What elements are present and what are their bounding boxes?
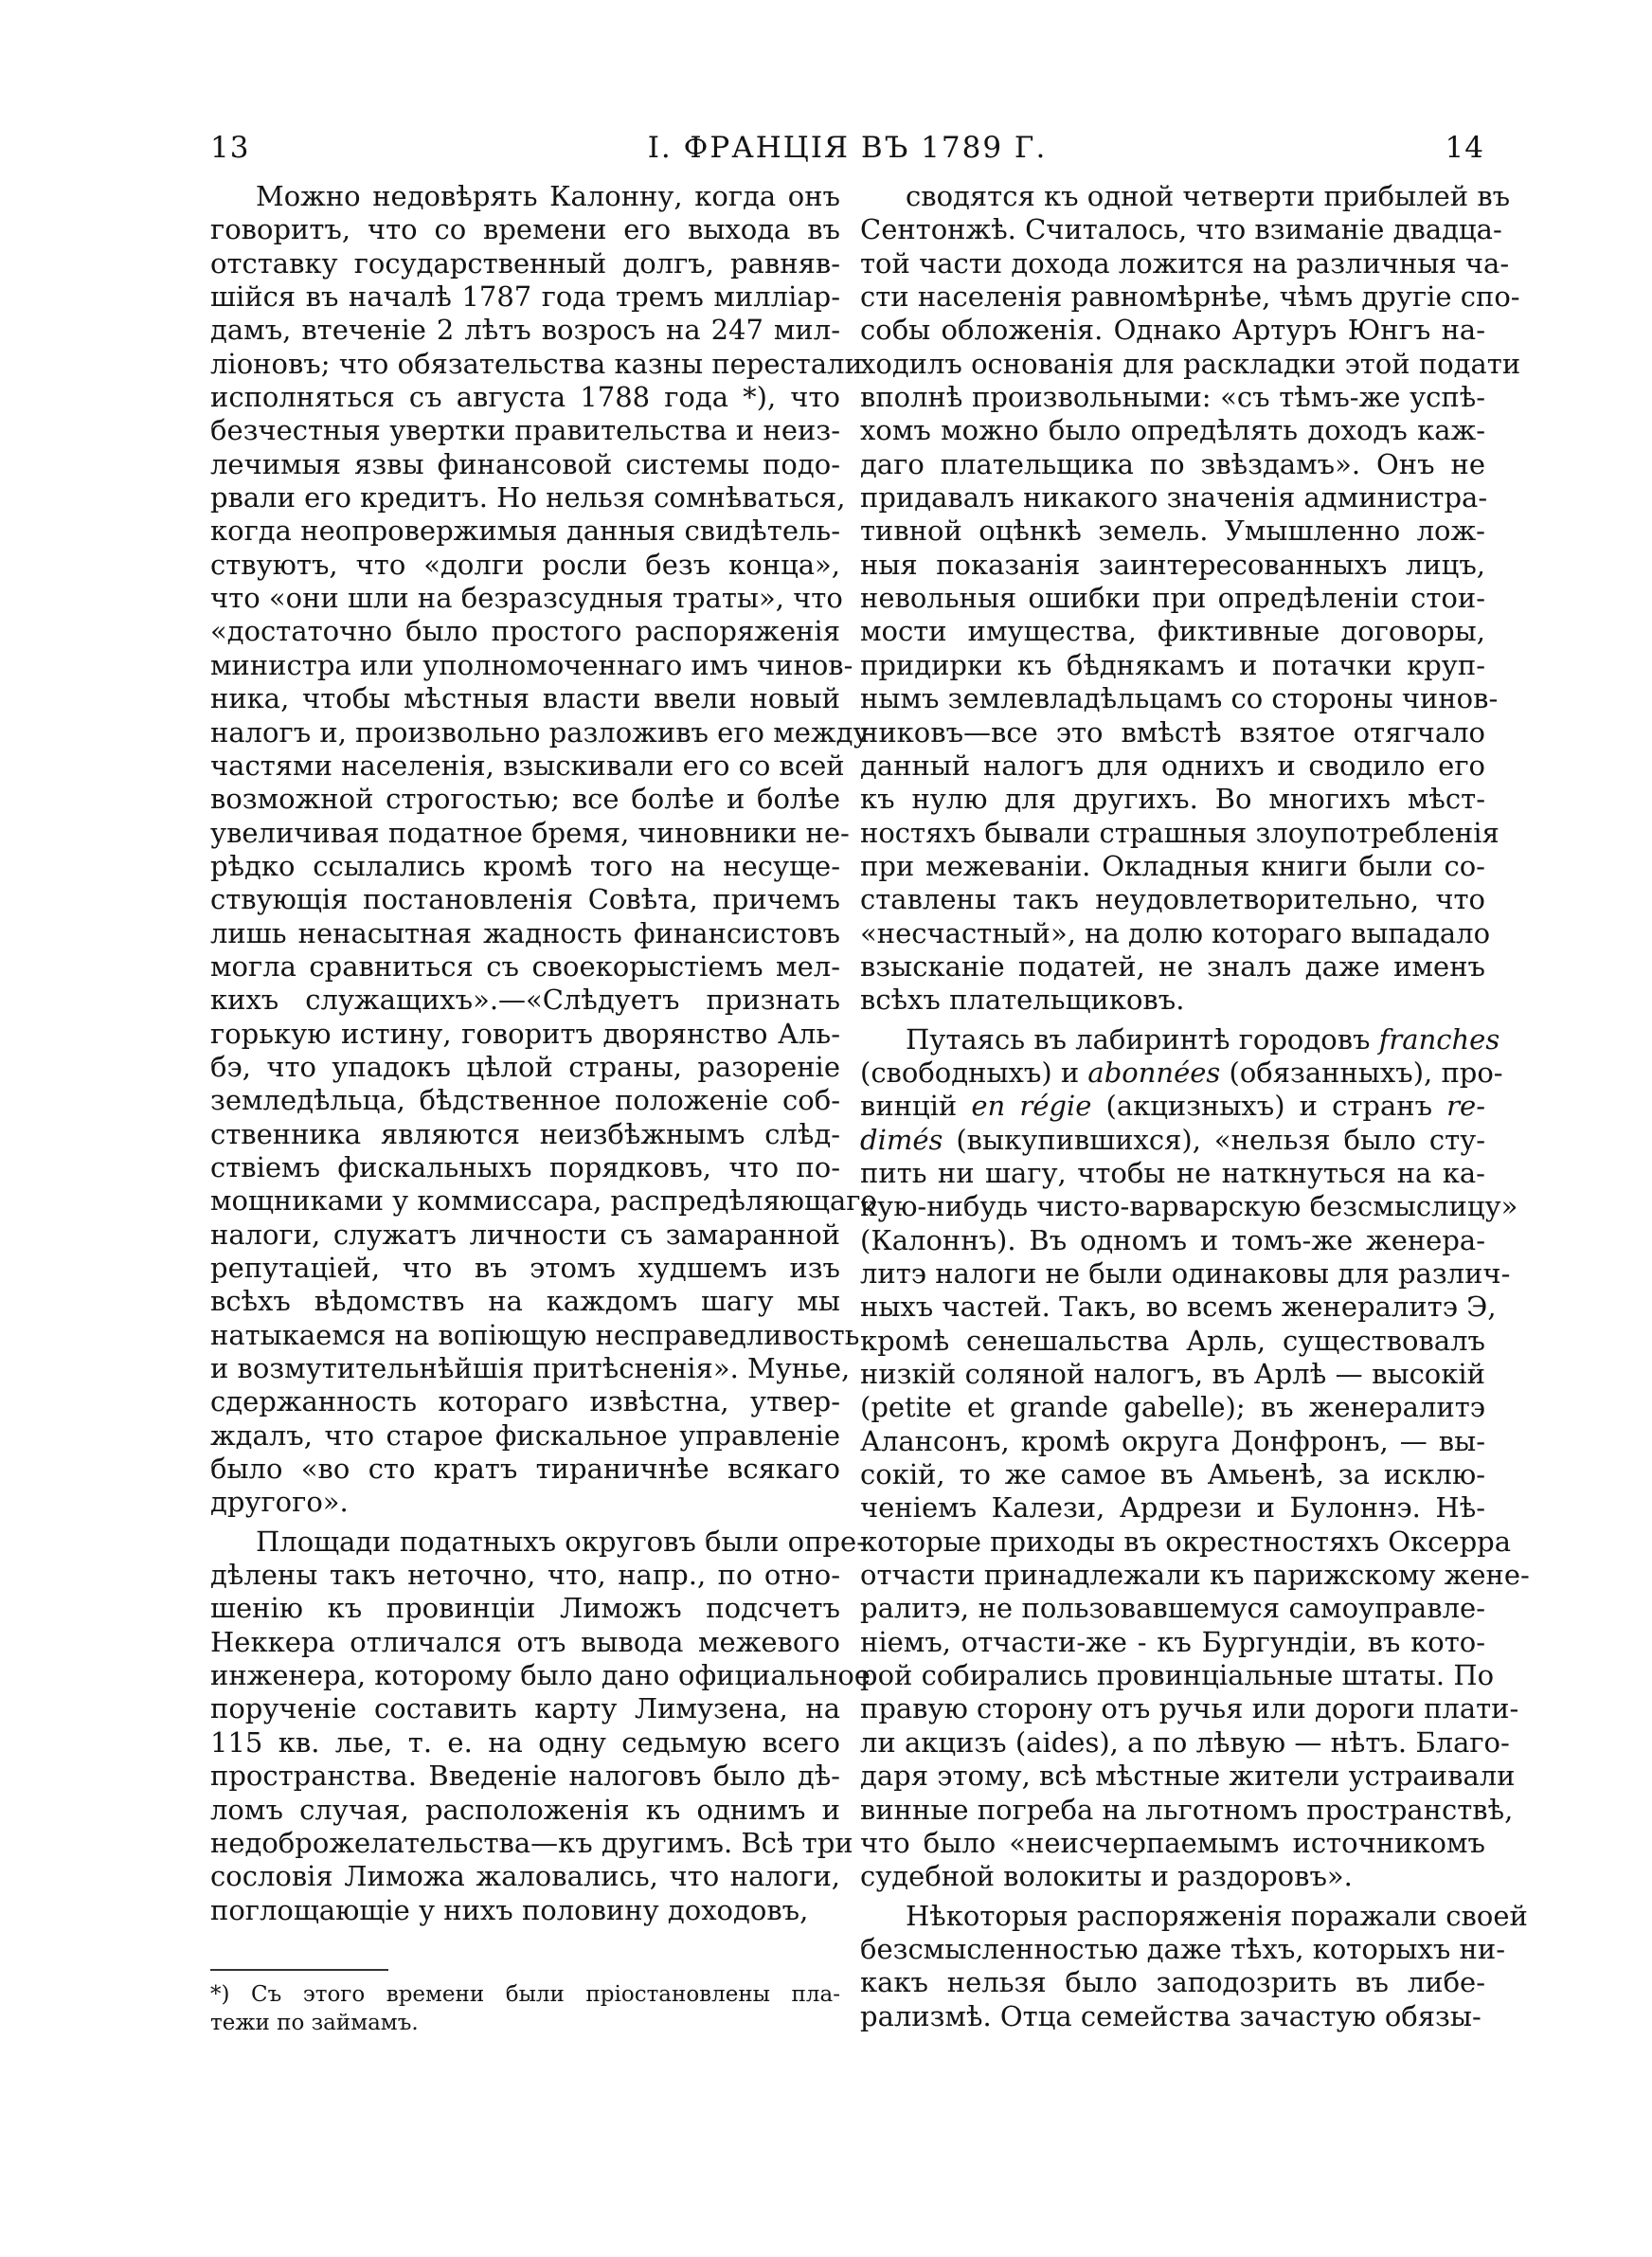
- text-line: которые приходы въ окрестностяхъ Оксерра: [860, 1525, 1512, 1558]
- text-line: взысканіе податей, не зналъ даже именъ: [860, 949, 1485, 983]
- footnote: [210, 1980, 840, 2037]
- text-line: невольныя ошибки при опредѣленіи стои-: [860, 582, 1485, 615]
- text-line: лечимыя язвы финансовой системы подо-: [210, 447, 840, 480]
- text-line: другого».: [210, 1486, 349, 1519]
- footnote-line: тежи по займамъ.: [210, 2010, 419, 2035]
- text-line: налоги, служатъ личности съ замаранной: [210, 1218, 840, 1251]
- text-line: рвали его кредитъ. Но нельзя сомнѣваться,: [210, 481, 846, 515]
- paragraph: [860, 180, 1521, 1018]
- text-line: винные погреба на льготномъ пространствѣ,: [860, 1793, 1514, 1826]
- text-line: рой собирались провинціальные штаты. По: [860, 1659, 1495, 1692]
- text-line: лишь ненасытная жадность финансистовъ: [210, 916, 840, 949]
- text-line: ставлены такъ неудовлетворительно, что: [860, 883, 1485, 916]
- running-head: [210, 129, 1484, 167]
- left-page-number: 13: [210, 131, 250, 165]
- text-line: Нѣкоторыя распоряженія поражали своей: [906, 1899, 1528, 1932]
- text-line: порученіе составить карту Лимузена, на: [210, 1692, 840, 1725]
- paragraph: [860, 1899, 1528, 2033]
- text-line: частями населенія, взыскивали его со всей: [210, 749, 845, 782]
- text-line: ли акцизъ (aides), а по лѣвую — нѣтъ. Благо-: [860, 1725, 1510, 1759]
- running-title: I. ФРАНЦIЯ ВЪ 1789 Г.: [647, 131, 1048, 165]
- footnote-line: *) Съ этого времени были пріостановлены пла-: [210, 1981, 840, 2007]
- text-line: «несчастный», на долю котораго выпадало: [860, 916, 1491, 949]
- right-page-number: 14: [1445, 131, 1484, 165]
- text-line: даря этому, всѣ мѣстные жители устраивали: [860, 1760, 1516, 1793]
- text-line: правую сторону отъ ручья или дороги плати-: [860, 1692, 1519, 1725]
- text-line: ствуютъ, что «долги росли безъ конца»,: [210, 548, 840, 581]
- text-line: ныхъ частей. Такъ, во всемъ женералитэ Э,: [860, 1291, 1497, 1324]
- text-line: сословія Лиможа жаловались, что налоги,: [210, 1860, 840, 1893]
- text-line: данный налогъ для однихъ и сводило его: [860, 749, 1485, 782]
- text-line: было «во сто кратъ тираничнѣе всякаго: [210, 1453, 840, 1486]
- text-line: всѣхъ плательщиковъ.: [860, 984, 1185, 1017]
- text-line: ждалъ, что старое фискальное управленіе: [210, 1418, 840, 1452]
- text-line: той части дохода ложится на различныя ча-: [860, 246, 1510, 280]
- text-line: ствіемъ фискальныхъ порядковъ, что по-: [210, 1150, 840, 1183]
- text-line: Неккера отличался отъ вывода межевого: [210, 1625, 840, 1658]
- text-line: собы обложенія. Однако Артуръ Юнгъ на-: [860, 314, 1485, 347]
- text-line: винцій en régie (акцизныхъ) и странъ re-: [860, 1090, 1485, 1123]
- text-line: репутаціей, что въ этомъ худшемъ изъ: [210, 1252, 840, 1284]
- text-line: горькую истину, говоритъ дворянство Аль-: [210, 1017, 840, 1050]
- text-line: при межеваніи. Окладныя книги были со-: [860, 849, 1485, 882]
- text-line: «достаточно было простого распоряженія: [210, 615, 840, 648]
- text-line: могла сравниться съ своекорыстіемъ мел-: [210, 949, 840, 983]
- text-line: Алансонъ, кромѣ округа Донфронъ, — вы-: [860, 1424, 1485, 1457]
- text-line: ралитэ, не пользовавшемуся самоуправле-: [860, 1592, 1485, 1625]
- text-line: ственника являются неизбѣжнымъ слѣд-: [210, 1117, 840, 1150]
- text-line: ствующія постановленія Совѣта, причемъ: [210, 883, 840, 916]
- text-line: дамъ, втеченіе 2 лѣтъ возросъ на 247 мил-: [210, 314, 840, 347]
- text-line: ченіемъ Калези, Ардрези и Булоннэ. Нѣ-: [860, 1491, 1485, 1525]
- text-line: шiйся въ началѣ 1787 года тремъ милліар-: [210, 280, 840, 314]
- text-line: ностяхъ бывали страшныя злоупотребленія: [860, 816, 1499, 849]
- text-line: что было «неисчерпаемымъ источникомъ: [860, 1826, 1485, 1859]
- text-line: что «они шли на безразсудныя траты», что: [210, 582, 843, 615]
- text-line: хомъ можно было опредѣлять доходъ каж-: [860, 414, 1485, 447]
- text-line: мощниками у коммиссара, распредѣляющаго: [210, 1184, 877, 1218]
- text-line: ніемъ, отчасти-же - къ Бургундіи, въ кото-: [860, 1625, 1485, 1658]
- text-line: ломъ случая, расположенія къ однимъ и: [210, 1793, 840, 1826]
- text-line: инженера, которому было дано официальное: [210, 1659, 871, 1692]
- text-line: ліоновъ; что обязательства казны перестали: [210, 347, 863, 380]
- text-line: Площади податныхъ округовъ были опре-: [256, 1525, 866, 1558]
- paragraph: [210, 1525, 871, 1927]
- text-line: увеличивая податное бремя, чиновники не-: [210, 816, 850, 849]
- text-line: никовъ—все это вмѣстѣ взятое отягчало: [860, 715, 1485, 749]
- text-line: сокій, то же самое въ Амьенѣ, за исклю-: [860, 1458, 1485, 1491]
- text-line: дѣлены такъ неточно, что, напр., по отно-: [210, 1559, 840, 1592]
- footnote-rule: [210, 1969, 388, 1971]
- text-line: придавалъ никакого значенія администра-: [860, 481, 1488, 515]
- text-line: придирки къ бѣднякамъ и потачки круп-: [860, 648, 1485, 681]
- paragraph: [860, 1022, 1530, 1894]
- text-line: земледѣльца, бѣдственное положеніе соб-: [210, 1084, 840, 1117]
- text-line: какъ нельзя было заподозрить въ либе-: [860, 1966, 1485, 1999]
- text-line: кую-нибудь чисто-варварскую безсмыслицу»: [860, 1190, 1518, 1223]
- text-line: исполняться съ августа 1788 года *), что: [210, 381, 840, 414]
- text-line: отчасти принадлежали къ парижскому жене-: [860, 1559, 1530, 1592]
- text-line: (свободныхъ) и abonnées (обязанныхъ), про-: [860, 1056, 1503, 1089]
- text-line: кромѣ сенешальства Арль, существовалъ: [860, 1324, 1485, 1357]
- text-line: и возмутительнѣйшія притѣсненія». Мунье,: [210, 1352, 851, 1385]
- text-line: литэ налоги не были одинаковы для различ-: [860, 1257, 1511, 1290]
- text-line: нымъ землевладѣльцамъ со стороны чинов-: [860, 682, 1499, 715]
- text-line: шенію къ провинціи Лиможъ подсчетъ: [210, 1592, 840, 1625]
- text-line: натыкаемся на вопіющую несправедливость: [210, 1318, 860, 1351]
- text-line: Путаясь въ лабиринтѣ городовъ franches: [906, 1022, 1500, 1056]
- text-line: низкій соляной налогъ, въ Арлѣ — высокій: [860, 1358, 1485, 1391]
- text-line: 115 кв. лье, т. е. на одну седьмую всего: [210, 1725, 840, 1759]
- text-line: пространства. Введеніе налоговъ было дѣ-: [210, 1760, 840, 1793]
- right-column: [860, 180, 1530, 2033]
- text-line: отставку государственный долгъ, равняв-: [210, 246, 840, 280]
- text-line: всѣхъ вѣдомствъ на каждомъ шагу мы: [210, 1285, 840, 1318]
- text-line: мости имущества, фиктивные договоры,: [860, 615, 1485, 648]
- text-line: когда неопровержимыя данныя свидѣтель-: [210, 515, 840, 548]
- text-line: сводятся къ одной четверти прибылей въ: [906, 180, 1511, 212]
- text-line: сти населенія равномѣрнѣе, чѣмъ другіе спо-: [860, 280, 1520, 314]
- text-line: пить ни шагу, чтобы не наткнуться на ка-: [860, 1156, 1485, 1189]
- text-line: Сентонжѣ. Считалось, что взиманіе двадца-: [860, 213, 1502, 246]
- text-line: безчестныя увертки правительства и неиз-: [210, 414, 840, 447]
- text-line: къ нулю для другихъ. Во многихъ мѣст-: [860, 783, 1485, 816]
- text-line: ходилъ основанія для раскладки этой подати: [860, 347, 1521, 380]
- text-line: Можно недовѣрять Калонну, когда онъ: [256, 180, 840, 212]
- text-line: возможной строгостью; все болѣе и болѣе: [210, 783, 840, 816]
- text-line: даго плательщика по звѣздамъ». Онъ не: [860, 447, 1485, 480]
- text-line: ныя показанія заинтересованныхъ лицъ,: [860, 548, 1485, 581]
- text-line: говоритъ, что со времени его выхода въ: [210, 213, 840, 246]
- text-line: поглощающіе у нихъ половину доходовъ,: [210, 1893, 809, 1926]
- text-line: министра или уполномоченнаго имъ чинов-: [210, 648, 853, 681]
- text-line: рѣдко ссылались кромѣ того на несуще-: [210, 849, 840, 882]
- left-column: [210, 180, 877, 2037]
- text-line: судебной волокиты и раздоровъ».: [860, 1860, 1353, 1893]
- text-line: ника, чтобы мѣстныя власти ввели новый: [210, 682, 840, 715]
- text-line: вполнѣ произвольными: «съ тѣмъ-же успѣ-: [860, 381, 1485, 414]
- text-line: (petite et grande gabelle); въ женералитэ: [860, 1391, 1485, 1424]
- text-line: (Калоннъ). Въ одномъ и томъ-же женера-: [860, 1223, 1485, 1256]
- text-line: тивной оцѣнкѣ земель. Умышленно лож-: [860, 515, 1485, 548]
- text-line: налогъ и, произвольно разложивъ его между: [210, 715, 870, 749]
- text-line: недоброжелательства—къ другимъ. Всѣ три: [210, 1826, 853, 1859]
- text-line: бэ, что упадокъ цѣлой страны, разореніе: [210, 1050, 840, 1083]
- text-line: кихъ служащихъ».—«Слѣдуетъ признать: [210, 984, 840, 1017]
- text-line: безсмысленностью даже тѣхъ, которыхъ ни-: [860, 1932, 1505, 1965]
- paragraph: [210, 180, 877, 1520]
- text-line: сдержанность котораго извѣстна, утвер-: [210, 1385, 840, 1418]
- text-line: рализмѣ. Отца семейства зачастую обязы-: [860, 1999, 1481, 2032]
- text-line: dimés (выкупившихся), «нельзя было сту-: [860, 1123, 1485, 1156]
